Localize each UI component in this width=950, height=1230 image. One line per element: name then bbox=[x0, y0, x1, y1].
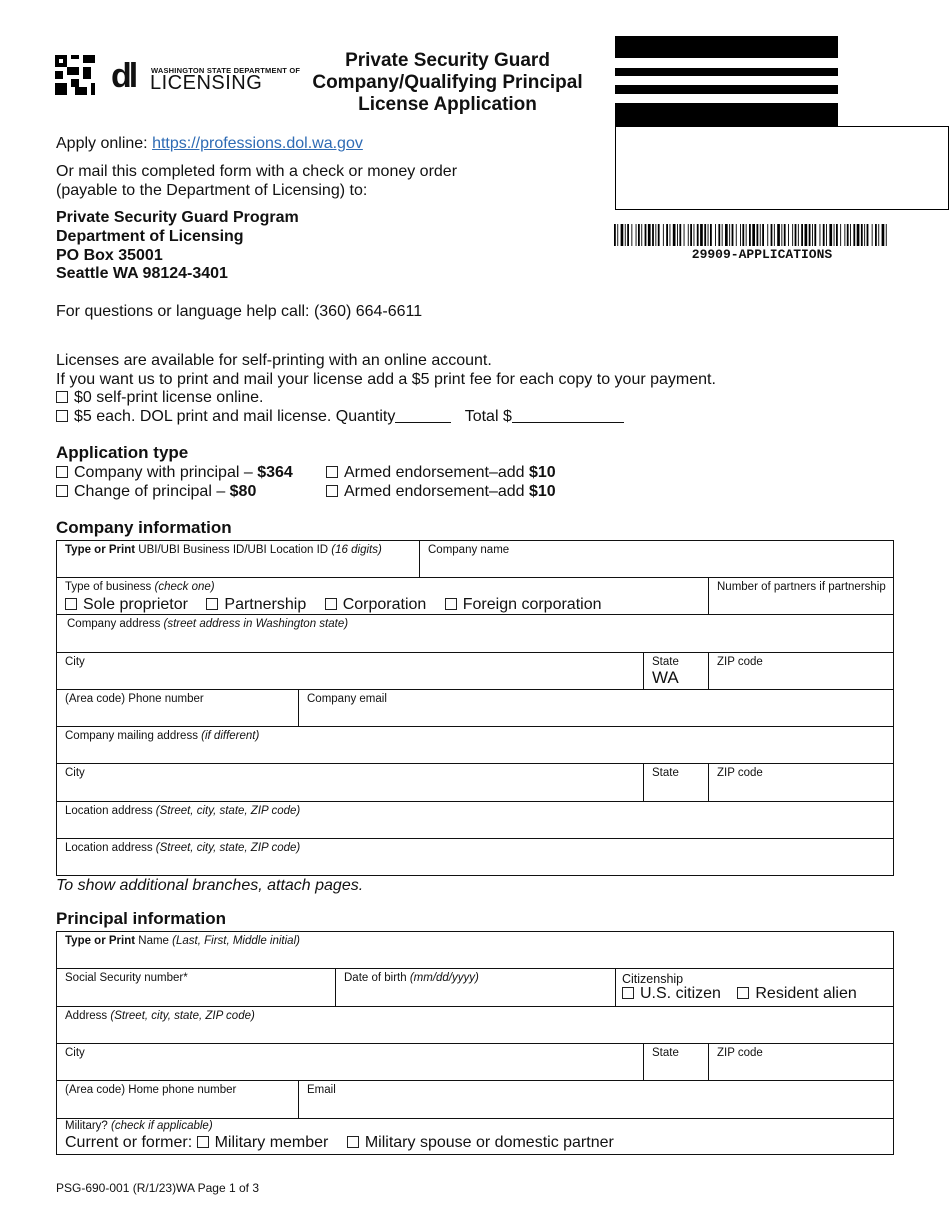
mail-print-checkbox[interactable] bbox=[56, 410, 68, 422]
branches-note: To show additional branches, attach pages. bbox=[56, 877, 364, 894]
self-print-option bbox=[56, 388, 263, 407]
principal-info-heading: Principal information bbox=[56, 909, 227, 928]
dob-hint: (mm/dd/yyyy) bbox=[409, 972, 479, 984]
option-fee: $10 bbox=[529, 483, 556, 500]
company-email-field[interactable] bbox=[298, 689, 894, 727]
company-with-principal-checkbox[interactable] bbox=[56, 466, 68, 478]
military-field bbox=[56, 1118, 894, 1155]
option-label: Change of principal – bbox=[74, 483, 230, 500]
principal-state-field[interactable] bbox=[643, 1043, 709, 1081]
option-fee: $10 bbox=[529, 464, 556, 481]
location-address-field[interactable] bbox=[56, 801, 894, 839]
location-address-field-2[interactable] bbox=[56, 838, 894, 876]
armed-endorsement-checkbox[interactable] bbox=[326, 466, 338, 478]
partners-count-label: Number of partners if partnership bbox=[717, 581, 886, 593]
office-use-stripe bbox=[615, 36, 838, 58]
principal-email-field[interactable] bbox=[298, 1080, 894, 1119]
address-hint: (Street, city, state, ZIP code) bbox=[110, 1010, 255, 1022]
business-type-field bbox=[56, 577, 709, 615]
quantity-field[interactable] bbox=[395, 409, 451, 423]
state-label: State bbox=[652, 767, 679, 779]
home-phone-field[interactable] bbox=[56, 1080, 299, 1119]
corporation-label: Corporation bbox=[342, 596, 427, 613]
company-address-label: Company address bbox=[67, 618, 164, 630]
principal-zip-field[interactable] bbox=[708, 1043, 894, 1081]
company-mailing-address-field[interactable] bbox=[56, 726, 894, 764]
military-prefix: Current or former: bbox=[65, 1134, 197, 1151]
sole-proprietor-checkbox[interactable] bbox=[65, 598, 77, 610]
qr-code-icon bbox=[55, 55, 95, 95]
dol-logo-text: LICENSING bbox=[150, 72, 263, 94]
principal-address-field[interactable] bbox=[56, 1006, 894, 1044]
form-title: Private Security Guard Company/Qualifying Principal License Application bbox=[312, 50, 583, 115]
principal-name-field[interactable] bbox=[56, 931, 894, 969]
home-phone-label: (Area code) Home phone number bbox=[65, 1084, 237, 1096]
company-city-field[interactable] bbox=[56, 652, 644, 690]
partnership-checkbox[interactable] bbox=[206, 598, 218, 610]
company-with-principal-option bbox=[56, 463, 293, 482]
ubi-label: UBI/UBI Business ID/UBI Location ID bbox=[135, 544, 332, 556]
military-spouse-checkbox[interactable] bbox=[347, 1136, 359, 1148]
corporation-checkbox[interactable] bbox=[325, 598, 337, 610]
resident-alien-label: Resident alien bbox=[755, 985, 857, 1002]
dol-logo-text-small: WASHINGTON STATE DEPARTMENT OF bbox=[151, 66, 301, 75]
location-address-hint: (Street, city, state, ZIP code) bbox=[155, 805, 301, 817]
option-fee: $364 bbox=[257, 464, 293, 481]
self-print-checkbox[interactable] bbox=[56, 391, 68, 403]
dol-logo-mark: dl bbox=[111, 57, 136, 95]
change-of-principal-option bbox=[56, 482, 256, 501]
resident-alien-checkbox[interactable] bbox=[737, 987, 749, 999]
type-or-print-label: Type or Print bbox=[65, 544, 136, 556]
business-type-label: Type of business bbox=[65, 581, 155, 593]
application-type-heading: Application type bbox=[56, 443, 189, 462]
mailing-state-field[interactable] bbox=[643, 763, 709, 802]
self-print-label: $0 self-print license online. bbox=[74, 389, 264, 406]
location-address-label: Location address bbox=[65, 805, 156, 817]
state-value: WA bbox=[652, 668, 679, 687]
state-label: State bbox=[652, 656, 679, 668]
location-address-hint: (Street, city, state, ZIP code) bbox=[155, 842, 301, 854]
ubi-label-hint: (16 digits) bbox=[331, 544, 382, 556]
partners-count-field[interactable] bbox=[708, 577, 894, 615]
military-hint: (check if applicable) bbox=[111, 1120, 213, 1132]
city-label: City bbox=[65, 656, 85, 668]
zip-label: ZIP code bbox=[717, 1047, 763, 1059]
print-info-1: Licenses are available for self-printing with an online account. bbox=[56, 352, 492, 369]
ubi-field[interactable] bbox=[56, 540, 420, 578]
armed-endorsement-checkbox-2[interactable] bbox=[326, 485, 338, 497]
office-use-stripe bbox=[615, 85, 838, 94]
city-label: City bbox=[65, 767, 85, 779]
mailing-address-label: Company mailing address bbox=[65, 730, 202, 742]
type-or-print-label: Type or Print bbox=[65, 935, 136, 947]
us-citizen-checkbox[interactable] bbox=[622, 987, 634, 999]
mail-address-line: PO Box 35001 bbox=[56, 247, 163, 264]
partnership-label: Partnership bbox=[224, 596, 307, 613]
state-label: State bbox=[652, 1047, 679, 1059]
mail-instructions: Or mail this completed form with a check or money order bbox=[56, 163, 458, 180]
zip-label: ZIP code bbox=[717, 767, 763, 779]
address-label: Address bbox=[65, 1010, 111, 1022]
option-label: Armed endorsement–add bbox=[344, 483, 529, 500]
business-type-hint: (check one) bbox=[154, 581, 215, 593]
mailing-address-hint: (if different) bbox=[201, 730, 260, 742]
company-name-field[interactable] bbox=[419, 540, 894, 578]
help-phone: For questions or language help call: (360) 664-6611 bbox=[56, 303, 423, 320]
change-of-principal-checkbox[interactable] bbox=[56, 485, 68, 497]
apply-online-label: Apply online: bbox=[56, 135, 153, 152]
zip-label: ZIP code bbox=[717, 656, 763, 668]
military-spouse-label: Military spouse or domestic partner bbox=[364, 1134, 614, 1151]
foreign-corporation-checkbox[interactable] bbox=[445, 598, 457, 610]
company-info-heading: Company information bbox=[56, 518, 232, 537]
sole-proprietor-label: Sole proprietor bbox=[83, 596, 188, 613]
mail-address-line: Private Security Guard Program bbox=[56, 209, 299, 226]
apply-online-line bbox=[56, 134, 363, 153]
armed-endorsement-option bbox=[326, 463, 556, 482]
military-member-label: Military member bbox=[214, 1134, 329, 1151]
principal-city-field[interactable] bbox=[56, 1043, 644, 1081]
citizenship-field bbox=[615, 968, 894, 1007]
citizenship-label: Citizenship bbox=[622, 972, 684, 986]
foreign-corporation-label: Foreign corporation bbox=[462, 596, 602, 613]
company-phone-field[interactable] bbox=[56, 689, 299, 727]
dob-field[interactable] bbox=[335, 968, 616, 1007]
apply-online-link[interactable]: https://professions.dol.wa.gov bbox=[152, 135, 363, 152]
mail-instructions-2: (payable to the Department of Licensing) to: bbox=[56, 182, 368, 199]
company-name-label: Company name bbox=[428, 544, 510, 556]
phone-label: (Area code) Phone number bbox=[65, 693, 204, 705]
mailing-city-field[interactable] bbox=[56, 763, 644, 802]
dob-label: Date of birth bbox=[344, 972, 410, 984]
name-hint: (Last, First, Middle initial) bbox=[172, 935, 300, 947]
total-field[interactable] bbox=[512, 409, 624, 423]
company-address-field[interactable] bbox=[56, 614, 894, 653]
name-label: Name bbox=[135, 935, 173, 947]
company-zip-field[interactable] bbox=[708, 652, 894, 690]
office-use-stripe bbox=[615, 103, 838, 126]
barcode-icon bbox=[614, 224, 888, 246]
military-member-checkbox[interactable] bbox=[197, 1136, 209, 1148]
location-address-label: Location address bbox=[65, 842, 156, 854]
armed-endorsement-option-2 bbox=[326, 482, 556, 501]
ssn-field[interactable] bbox=[56, 968, 336, 1007]
mail-address-line: Seattle WA 98124-3401 bbox=[56, 265, 228, 282]
mail-address-line: Department of Licensing bbox=[56, 228, 244, 245]
option-fee: $80 bbox=[229, 483, 257, 500]
office-use-box bbox=[615, 126, 949, 210]
print-info-2: If you want us to print and mail your license add a $5 print fee for each copy to your payment. bbox=[56, 371, 716, 388]
city-label: City bbox=[65, 1047, 85, 1059]
military-label: Military? bbox=[65, 1120, 112, 1132]
ssn-label: Social Security number* bbox=[65, 972, 188, 984]
mail-print-label: $5 each. DOL print and mail license. Quantity bbox=[74, 408, 396, 425]
company-address-hint: (street address in Washington state) bbox=[163, 618, 349, 630]
barcode-text: 29909-APPLICATIONS bbox=[691, 247, 833, 262]
option-label: Armed endorsement–add bbox=[344, 464, 529, 481]
us-citizen-label: U.S. citizen bbox=[640, 985, 721, 1002]
option-label: Company with principal – bbox=[74, 464, 258, 481]
email-label: Company email bbox=[307, 693, 387, 705]
mailing-zip-field[interactable] bbox=[708, 763, 894, 802]
total-label: Total $ bbox=[464, 408, 512, 425]
office-use-stripe bbox=[615, 68, 838, 76]
company-state-field[interactable] bbox=[643, 652, 709, 690]
mail-print-option bbox=[56, 407, 624, 426]
form-footer: PSG-690-001 (R/1/23)WA Page 1 of 3 bbox=[56, 1181, 259, 1195]
email-label: Email bbox=[307, 1084, 336, 1096]
